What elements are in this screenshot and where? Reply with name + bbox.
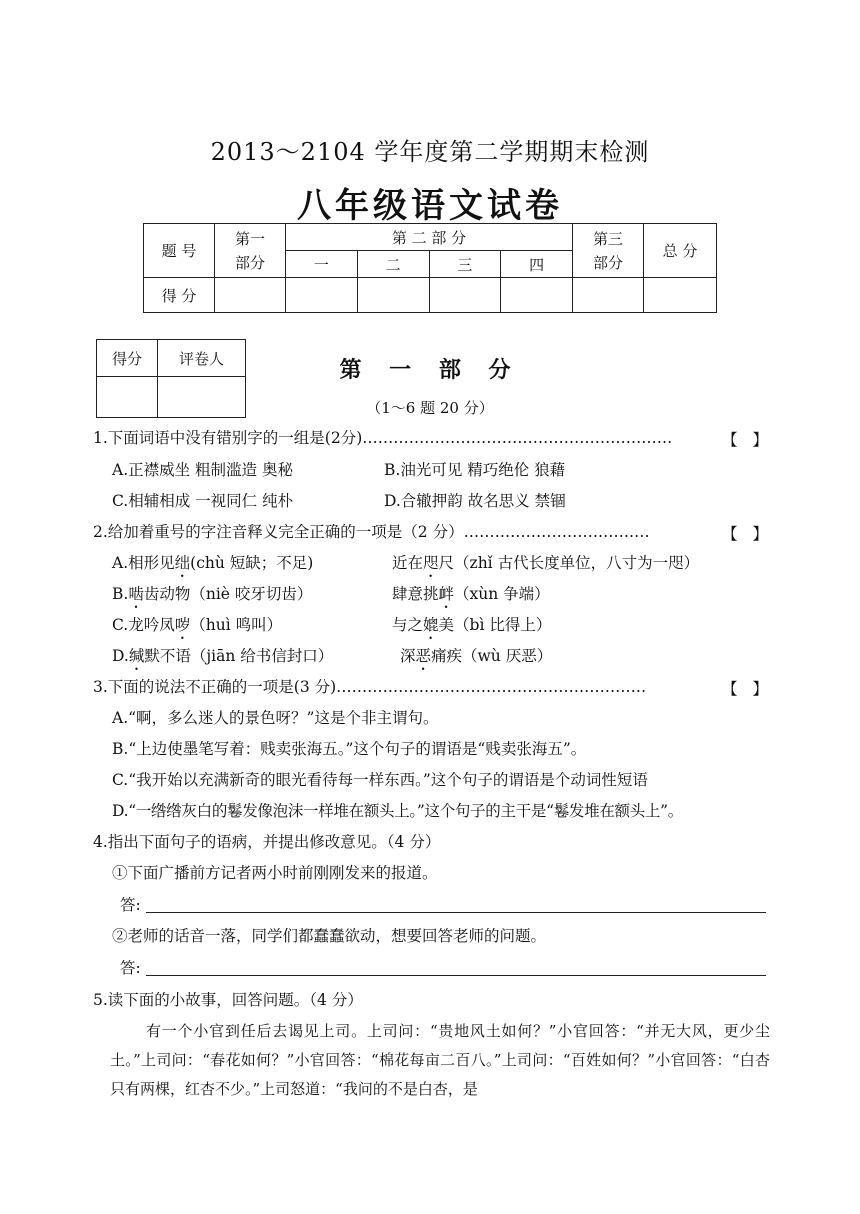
emphasis-char: 绌 [174, 554, 191, 572]
q1-option-c: C.相辅相成 一视同仁 纯朴 [112, 492, 294, 510]
bracket-open: 【 [722, 431, 738, 449]
score-table [143, 223, 717, 313]
emphasis-char: 哕 [174, 616, 191, 634]
grader-name-label: 评卷人 [158, 340, 246, 377]
q2-option-c [112, 615, 282, 643]
q2-option-d [112, 646, 333, 674]
header-part2: 第 二 部 分 [286, 224, 573, 251]
q4-sentence-1: ①下面广播前方记者两小时前刚刚发来的报道。 [112, 864, 438, 882]
emphasis-char: 衅 [438, 585, 455, 603]
q2-option-a [112, 553, 313, 581]
text: 肆意挑 [392, 585, 439, 603]
q3-option-b: B.“上边使墨笔写着：贱卖张海五。”这个句子的谓语是“贱卖张海五”。 [112, 740, 587, 758]
header-sub-2: 二 [357, 251, 429, 278]
score-cell-sub1[interactable] [286, 278, 358, 313]
q5-story: 有一个小官到任后去谒见上司。上司问：“贵地风土如何？”小官回答：“并无大风，更少尘土。”上司问：“春花如何？”小官回答：“棉花每亩二百八。”上司问：“百姓如何？”小官回答：“白杏只有两棵，红杏不少。”上司怒道：“我问的不是白杏，是 [110, 1022, 770, 1098]
q1-option-b: B.油光可见 精巧绝伦 狼藉 [384, 461, 566, 479]
q5-stem: 5.读下面的小故事，回答问题。（4 分） [93, 991, 363, 1009]
score-cell-total[interactable] [644, 278, 717, 313]
q2-option-c2 [392, 615, 551, 643]
header-part3-line2: 部分 [592, 253, 623, 272]
q2-option-b2 [392, 584, 550, 612]
bracket-open: 【 [722, 525, 738, 543]
q4-sentence-2: ②老师的话音一落，同学们都蠢蠢欲动，想要回答老师的问题。 [112, 927, 547, 945]
q1-stem: 1.下面词语中没有错别字的一组是(2分)…………………………………………………… [93, 429, 673, 447]
q3-stem: 3.下面的说法不正确的一项是(3 分)…………………………………………………… [93, 678, 647, 696]
bracket-close: 】 [752, 680, 768, 698]
score-cell-sub4[interactable] [501, 278, 573, 313]
text: 深 [400, 647, 416, 665]
q2-option-a2 [392, 553, 699, 581]
emphasis-char: 啮 [128, 585, 144, 603]
score-cell-part1[interactable] [215, 278, 286, 313]
text: 美（bì 比得上） [438, 616, 552, 634]
score-cell-sub3[interactable] [429, 278, 501, 313]
header-sub-4: 四 [501, 251, 573, 278]
text: (chù 短缺；不足) [190, 554, 314, 572]
header-part1-line2: 部分 [234, 253, 265, 272]
text: （huì 鸣叫） [190, 616, 283, 634]
bracket-open: 【 [722, 680, 738, 698]
q4-answer-label-1: 答: [120, 896, 141, 914]
q3-option-a: A.“啊，多么迷人的景色呀？”这是个非主谓句。 [112, 709, 439, 727]
q4-answer-label-2: 答: [120, 959, 141, 977]
text: 痛疾（wù 厌恶） [431, 647, 553, 665]
text: （xùn 争端） [454, 585, 550, 603]
emphasis-char: 媲 [423, 616, 439, 634]
q2-stem: 2.给加着重号的字注音释义完全正确的一项是（2 分）……………………………… [93, 523, 650, 541]
text: B. [112, 585, 129, 603]
part1-title: 第 一 部 分 [339, 358, 521, 383]
q4-stem: 4.指出下面句子的语病，并提出修改意见。（4 分） [93, 833, 441, 851]
label-defen: 得 分 [144, 278, 215, 313]
text: A.相形见 [112, 554, 175, 572]
text: D. [112, 647, 129, 665]
q1-option-a: A.正襟威坐 粗制滥造 奥秘 [112, 461, 293, 479]
text: 默不语（jiān 给书信封口） [144, 647, 334, 665]
q3-option-c: C.“我开始以充满新奇的眼光看待每一样东西。”这个句子的谓语是个动词性短语 [112, 771, 648, 789]
q1-answer-bracket[interactable] [722, 428, 768, 450]
score-cell-part3[interactable] [573, 278, 644, 313]
exam-title: 2013～2104 学年度第二学期期末检测 [210, 138, 650, 166]
q2-answer-bracket[interactable] [722, 522, 768, 544]
q3-answer-bracket[interactable] [722, 677, 768, 699]
text: C.龙吟凤 [112, 616, 175, 634]
header-total: 总 分 [644, 224, 717, 278]
text: 与之 [392, 616, 424, 634]
q4-answer-line-2[interactable] [146, 975, 766, 976]
header-sub-3: 三 [429, 251, 501, 278]
text: 尺（zhǐ 古代长度单位，八寸为一咫） [438, 554, 700, 572]
emphasis-char: 恶 [415, 647, 432, 665]
emphasis-char: 咫 [423, 554, 439, 572]
q4-answer-line-1[interactable] [146, 912, 766, 913]
q2-option-b [112, 584, 312, 612]
q2-option-d2 [400, 646, 552, 674]
part1-subtitle: （1～6 题 20 分） [366, 399, 494, 417]
text: 近在 [392, 554, 424, 572]
q1-option-d: D.合辙押韵 故名思义 禁锢 [384, 492, 566, 510]
score-cell-sub2[interactable] [357, 278, 429, 313]
exam-subtitle: 八年级语文试卷 [297, 186, 563, 226]
emphasis-char: 缄 [128, 647, 145, 665]
header-sub-1: 一 [286, 251, 358, 278]
grader-score-label: 得分 [97, 340, 158, 377]
header-part3 [573, 224, 644, 278]
text: 齿动物（niè 咬牙切齿） [143, 585, 313, 603]
header-part1-line1: 第一 [234, 229, 265, 248]
label-tihao: 题 号 [144, 224, 215, 278]
bracket-close: 】 [752, 525, 768, 543]
header-part1 [215, 224, 286, 278]
q3-option-d: D.“一绺绺灰白的鬈发像泡沫一样堆在额头上。”这个句子的主干是“鬈发堆在额头上”。 [112, 802, 683, 820]
bracket-close: 】 [752, 431, 768, 449]
header-part3-line1: 第三 [592, 229, 623, 248]
